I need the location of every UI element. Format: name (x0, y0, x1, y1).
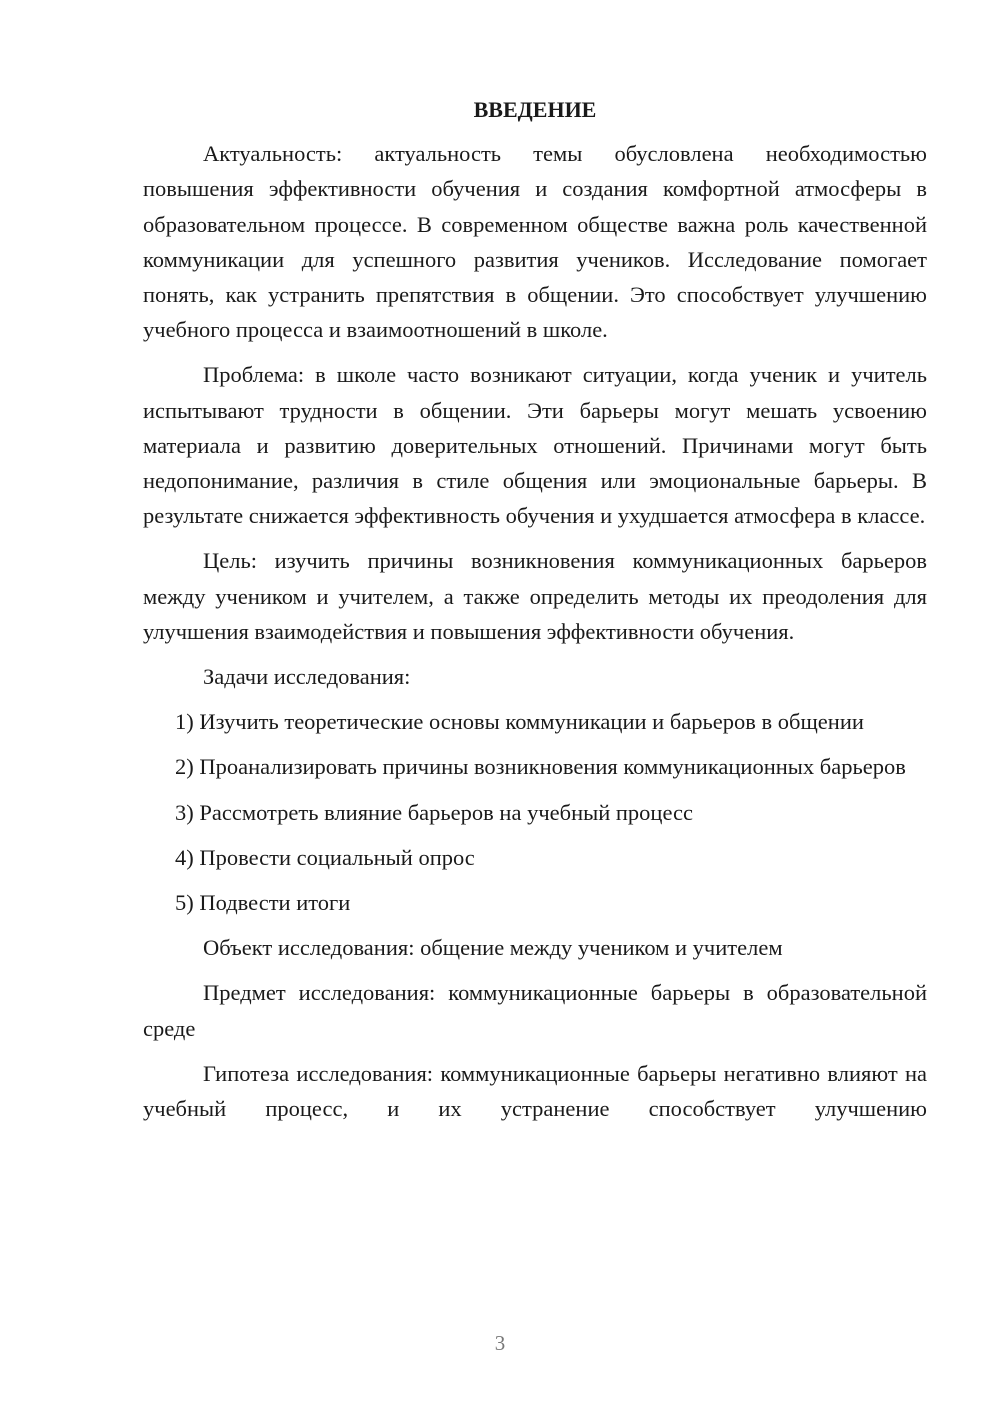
task-item: 2) Проанализировать причины возникновения коммуникационных барьеров (175, 754, 906, 780)
page-number: 3 (494, 1331, 506, 1355)
relevance-paragraph: Актуальность: актуальность темы обусловлена необходимостью повышения эффективности обучения и создания комфортной атмосферы в образовательном процессе. В современном обществе важна роль качественной коммуникации для успешного развития учеников. Исследование помогает понять, как устранить препятствия в общении. Это способствует улучшению учебного процесса и взаимоотношений в школе. (143, 141, 927, 343)
tasks-heading: Задачи исследования: (203, 664, 411, 690)
object-paragraph: Объект исследования: общение между учеником и учителем (203, 935, 783, 961)
subject-paragraph: Предмет исследования: коммуникационные барьеры в образовательной среде (143, 980, 927, 1041)
task-item: 1) Изучить теоретические основы коммуникации и барьеров в общении (175, 709, 864, 735)
task-item: 3) Рассмотреть влияние барьеров на учебный процесс (175, 799, 693, 825)
page-content (143, 92, 927, 1126)
problem-paragraph: Проблема: в школе часто возникают ситуации, когда ученик и учитель испытывают трудности в общении. Эти барьеры могут мешать усвоению материала и развитию доверительных отношений. Причинами могут быть недопонимание, различия в стиле общения или эмоциональные барьеры. В результате снижается эффективность обучения и ухудшается атмосфера в классе. (143, 362, 927, 529)
hypothesis-paragraph: Гипотеза исследования: коммуникационные барьеры негативно влияют на учебный процесс, и их устранение способствует улучшению (143, 1060, 927, 1122)
task-item: 5) Подвести итоги (175, 890, 351, 916)
goal-paragraph: Цель: изучить причины возникновения коммуникационных барьеров между учеником и учителем, а также определить методы их преодоления для улучшения взаимодействия и повышения эффективности обучения. (143, 548, 927, 644)
section-title: ВВЕДЕНИЕ (473, 97, 597, 122)
task-item: 4) Провести социальный опрос (175, 844, 475, 870)
